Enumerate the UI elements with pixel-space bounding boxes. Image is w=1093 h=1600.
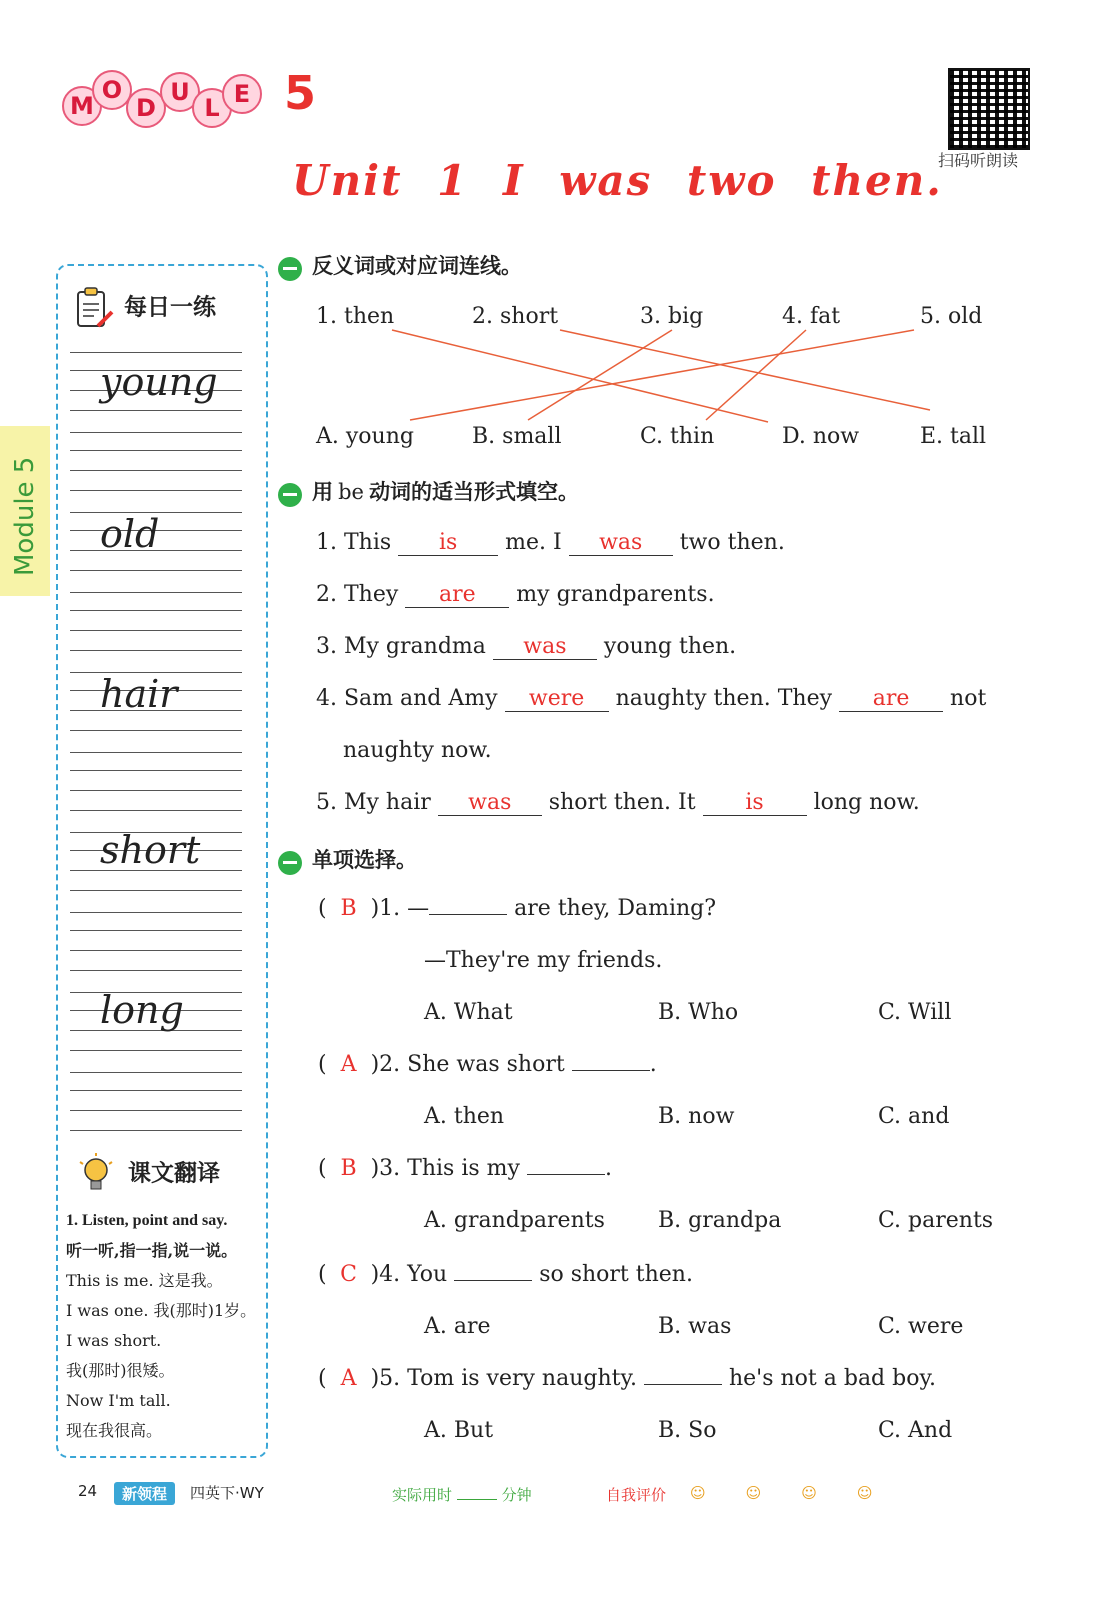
page-number: 24 (78, 1482, 98, 1500)
translation-title: 课文翻译 (128, 1160, 220, 1187)
answer-blank[interactable] (527, 1174, 605, 1175)
option[interactable]: C. And (878, 1418, 953, 1443)
answer-blank[interactable]: is (703, 790, 807, 816)
question-text: he's not a bad boy. (728, 1366, 936, 1391)
question-text: )1. — (370, 896, 430, 921)
question-text: 5. My hair (316, 790, 431, 815)
option[interactable]: B. grandpa (658, 1208, 782, 1233)
fill-question-5 (316, 790, 920, 816)
section-1-title: 反义词或对应词连线。 (312, 254, 522, 278)
translation-line: This is me. 这是我。 (66, 1271, 223, 1290)
answer-blank[interactable]: were (505, 686, 609, 712)
section-3-title: 单项选择。 (312, 848, 417, 872)
match-top-item: 5. old (920, 304, 983, 329)
answer-blank[interactable] (454, 1280, 532, 1281)
practice-title: 每日一练 (124, 294, 216, 321)
match-line-fat-thin (706, 330, 806, 420)
match-bottom-item: E. tall (920, 424, 987, 449)
answer-blank[interactable] (572, 1070, 650, 1071)
question-text: my grandparents. (516, 582, 715, 607)
translation-heading (76, 1152, 220, 1196)
question-text: 2. They (316, 582, 399, 607)
practice-word: hair (100, 672, 178, 716)
option[interactable]: B. Who (658, 1000, 739, 1025)
fill-question-1 (316, 530, 785, 556)
question-text: are they, Daming? (514, 896, 717, 921)
option[interactable]: C. and (878, 1104, 950, 1129)
match-top-item: 2. short (472, 304, 559, 329)
question-text: )2. She was short (370, 1052, 565, 1077)
answer-blank[interactable] (644, 1384, 722, 1385)
question-text: me. I (505, 530, 562, 555)
match-line-old-young (410, 330, 914, 420)
translation-line: 听一听,指一指,说一说。 (66, 1241, 238, 1260)
choice-question-1: ( B )1. — are they, Daming? (318, 896, 717, 921)
fill-question-4 (316, 686, 986, 712)
choice-answer[interactable]: B (340, 1156, 357, 1181)
question-text: . (649, 1052, 657, 1077)
lightbulb-icon (76, 1152, 116, 1196)
question-text: )3. This is my (370, 1156, 520, 1181)
module-number: 5 (284, 66, 317, 120)
question-text: —They're my friends. (424, 948, 663, 973)
match-bottom-item: B. small (472, 424, 562, 449)
time-label (392, 1484, 532, 1505)
match-top-item: 3. big (640, 304, 704, 329)
practice-word: long (100, 988, 184, 1032)
rating-icons[interactable]: ☺☺☺☺ (690, 1484, 913, 1502)
answer-blank[interactable]: are (405, 582, 509, 608)
question-text: so short then. (539, 1262, 693, 1287)
answer-blank[interactable]: is (398, 530, 498, 556)
translation-line: Now I'm tall. (66, 1391, 171, 1410)
section-number-icon (278, 851, 302, 875)
question-text: . (604, 1156, 612, 1181)
question-text: long now. (813, 790, 920, 815)
translation-line: 现在我很高。 (66, 1421, 163, 1440)
question-text: )4. You (370, 1262, 448, 1287)
answer-blank[interactable] (429, 914, 507, 915)
module-letter: E (222, 74, 262, 114)
translation-line: I was one. 我(那时)1岁。 (66, 1301, 257, 1320)
self-eval-label: 自我评价 (606, 1486, 667, 1504)
section-2-heading (278, 476, 579, 507)
option[interactable]: C. parents (878, 1208, 994, 1233)
time-label-text: 实际用时 (392, 1486, 453, 1504)
practice-word: short (100, 828, 201, 872)
option[interactable]: B. So (658, 1418, 717, 1443)
section-2-title-part: be (338, 480, 364, 504)
section-3-heading (278, 844, 417, 875)
choice-answer[interactable]: A (340, 1052, 357, 1077)
question-text: )5. Tom is very naughty. (370, 1366, 637, 1391)
answer-blank[interactable]: are (839, 686, 943, 712)
option[interactable]: C. were (878, 1314, 964, 1339)
translation-line: 我(那时)很矮。 (66, 1361, 175, 1380)
match-bottom-item: A. young (316, 424, 414, 449)
time-input[interactable] (457, 1499, 497, 1500)
match-line-big-small (528, 330, 672, 420)
time-unit: 分钟 (501, 1486, 532, 1504)
question-text: two then. (679, 530, 785, 555)
translation-line: I was short. (66, 1331, 162, 1350)
match-top-item: 4. fat (782, 304, 841, 329)
option[interactable]: A. What (424, 1000, 513, 1025)
answer-blank[interactable]: was (438, 790, 542, 816)
fill-question-2 (316, 582, 715, 608)
answer-blank[interactable]: was (569, 530, 673, 556)
option[interactable]: A. are (424, 1314, 491, 1339)
choice-question-5: ( A )5. Tom is very naughty. he's not a bad boy. (318, 1366, 936, 1391)
choice-question-4: ( C )4. You so short then. (318, 1262, 693, 1287)
question-text: naughty now. (343, 738, 492, 763)
translation-text (66, 1206, 262, 1446)
side-tab-label: Module 5 (10, 456, 40, 576)
translation-line: 1. Listen, point and say. (66, 1212, 228, 1229)
module-letter: U (160, 72, 200, 112)
module-letter: L (192, 88, 232, 128)
module-letter: M (62, 86, 102, 126)
option[interactable]: B. now (658, 1104, 735, 1129)
page-title: Unit 1 I was two then. (292, 156, 943, 205)
choice-question-2: ( A )2. She was short . (318, 1052, 657, 1077)
section-2-title-part: 动词的适当形式填空。 (369, 480, 580, 504)
match-bottom-item: D. now (782, 424, 860, 449)
book-code: 四英下·WY (190, 1484, 264, 1502)
fill-question-3 (316, 634, 736, 660)
choice-answer[interactable]: C (340, 1262, 358, 1287)
practice-word: young (100, 360, 218, 404)
question-text: young then. (603, 634, 737, 659)
module-letter: D (126, 88, 166, 128)
practice-word: old (100, 512, 160, 556)
question-text: not (950, 686, 987, 711)
question-text: naughty then. They (615, 686, 833, 711)
match-bottom-item: C. thin (640, 424, 715, 449)
brand-badge: 新领程 (114, 1482, 175, 1505)
match-line-short-tall (560, 330, 930, 410)
option[interactable]: C. Will (878, 1000, 952, 1025)
question-text: short then. It (548, 790, 696, 815)
match-top-item: 1. then (316, 304, 395, 329)
qr-label: 扫码听朗读 (938, 151, 1019, 170)
answer-blank[interactable]: was (493, 634, 597, 660)
option[interactable]: A. grandparents (424, 1208, 605, 1233)
choice-question-3: ( B )3. This is my . (318, 1156, 612, 1181)
module-letter: O (92, 70, 132, 110)
option[interactable]: A. But (424, 1418, 494, 1443)
section-number-icon (278, 483, 302, 507)
option[interactable]: B. was (658, 1314, 732, 1339)
question-text: 4. Sam and Amy (316, 686, 498, 711)
choice-answer[interactable]: B (340, 896, 357, 921)
question-text: 1. This (316, 530, 392, 555)
section-2-title-part: 用 (312, 480, 333, 504)
question-text: 3. My grandma (316, 634, 486, 659)
option[interactable]: A. then (424, 1104, 505, 1129)
choice-answer[interactable]: A (340, 1366, 357, 1391)
match-line-then-now (392, 330, 768, 422)
matching-lines (0, 0, 1093, 460)
